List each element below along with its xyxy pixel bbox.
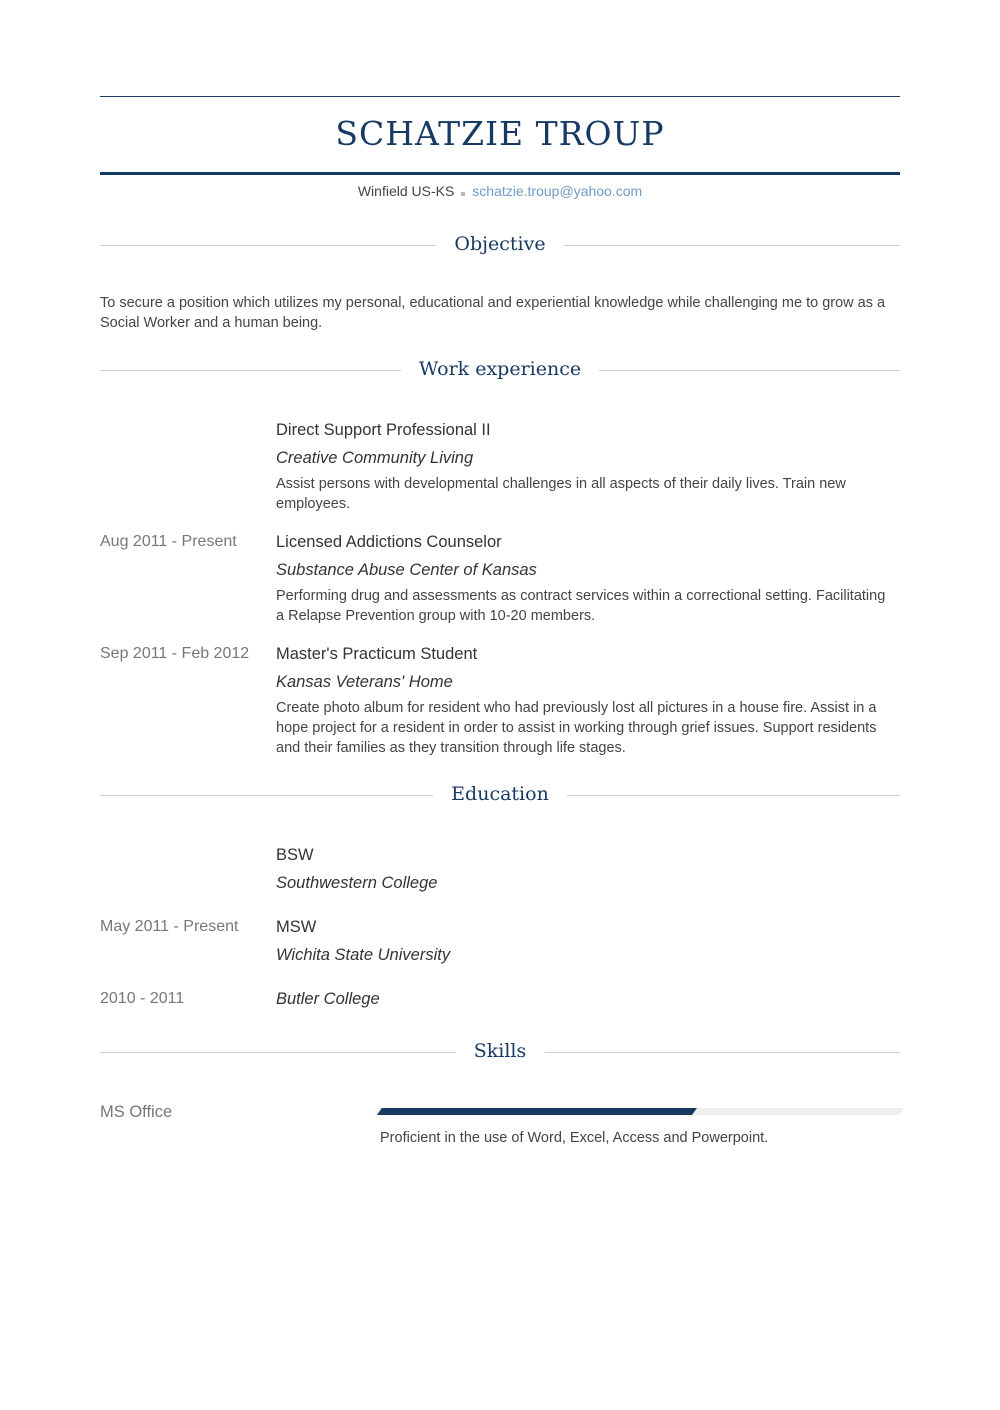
location: Winfield US-KS (357, 183, 455, 199)
education-school: Wichita State University (276, 946, 451, 964)
education-degree: BSW (276, 846, 314, 864)
separator-dot (461, 192, 465, 196)
work-organization: Creative Community Living (276, 449, 474, 467)
work-description: Assist persons with developmental challenges in all aspects of their daily lives. Train new employees. (276, 476, 846, 512)
work-date: Aug 2011 - Present (100, 533, 237, 550)
work-description: Performing drug and assessments as contract services within a correctional setting. Facilitating a Relapse Prevention group with 10-20 members. (276, 588, 886, 624)
section-title: Objective (436, 230, 563, 258)
skill-description: Proficient in the use of Word, Excel, Access and Powerpoint. (380, 1130, 769, 1146)
education-date: 2010 - 2011 (100, 990, 185, 1007)
email-link[interactable]: schatzie.troup@yahoo.com (472, 183, 643, 199)
skills-heading (100, 1037, 900, 1067)
work-organization: Kansas Veterans' Home (276, 673, 453, 691)
work-role: Licensed Addictions Counselor (276, 533, 502, 551)
header-top-rule (100, 96, 900, 97)
section-title: Education (433, 780, 567, 808)
candidate-name: SCHATZIE TROUP (335, 114, 665, 153)
section-title: Work experience (401, 355, 599, 383)
education-date: May 2011 - Present (100, 918, 239, 935)
education-heading (100, 780, 900, 810)
objective-text: To secure a position which utilizes my personal, educational and experiential knowledge while challenging me to grow as a Social Worker and a human being. (100, 295, 886, 331)
work-role: Direct Support Professional II (276, 421, 491, 439)
skill-name: MS Office (100, 1103, 173, 1121)
skill-level-bar (377, 1108, 902, 1115)
header-bottom-rule (100, 172, 900, 175)
objective-heading (100, 230, 900, 260)
section-title: Skills (456, 1037, 545, 1065)
work-date: Sep 2011 - Feb 2012 (100, 645, 250, 662)
work-organization: Substance Abuse Center of Kansas (276, 561, 537, 579)
education-degree: MSW (276, 918, 317, 936)
work-role: Master's Practicum Student (276, 645, 478, 663)
contact-line (100, 182, 900, 200)
education-school: Butler College (276, 990, 380, 1008)
work-experience-heading (100, 355, 900, 385)
education-school: Southwestern College (276, 874, 438, 892)
work-description: Create photo album for resident who had previously lost all pictures in a house fire. Assist in a hope project for a resident in order to assist in working through grief issues. Support residents and their families as they transition through life stages. (276, 700, 877, 756)
skill-bar-fill (377, 1108, 697, 1115)
